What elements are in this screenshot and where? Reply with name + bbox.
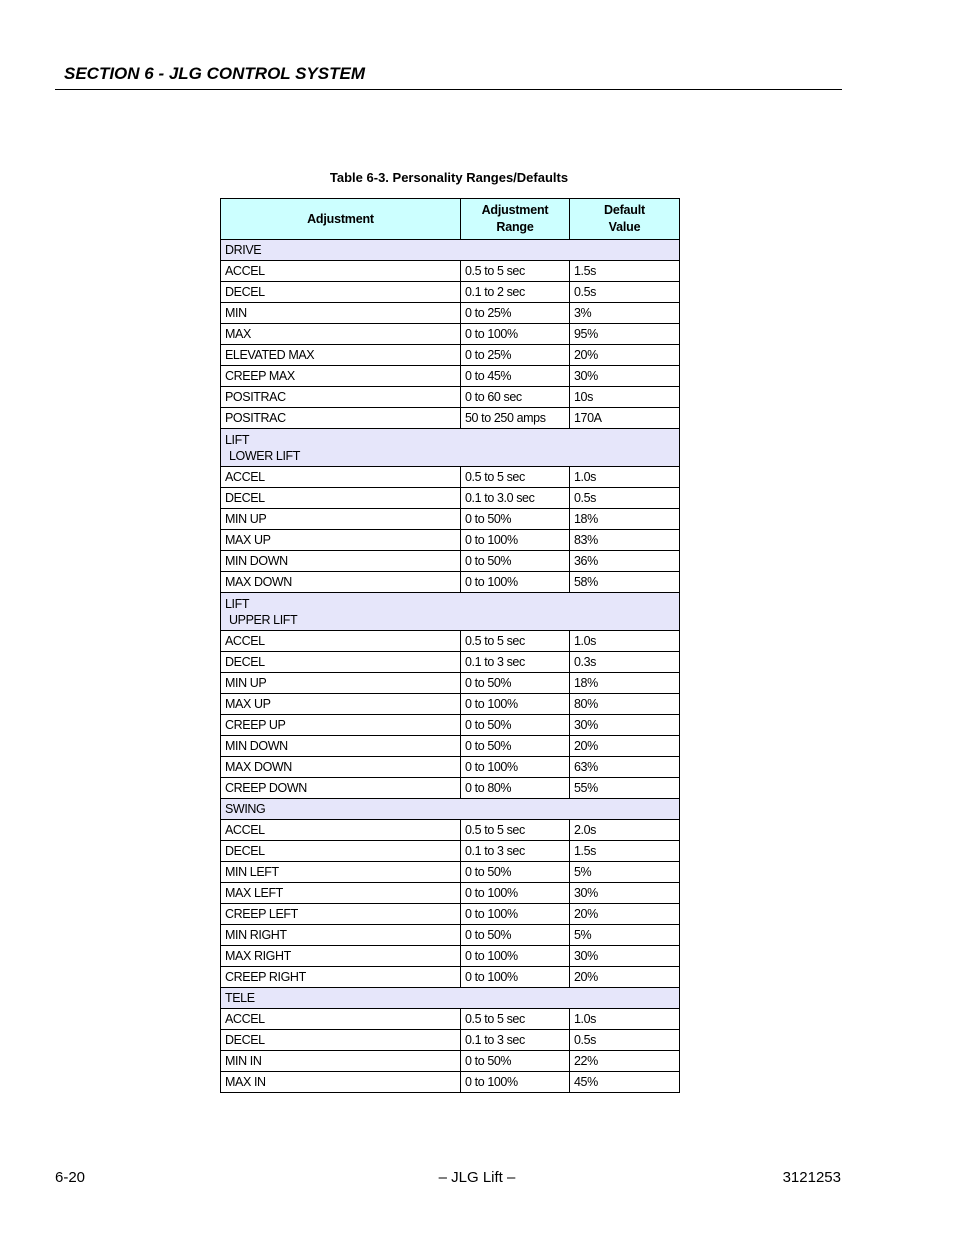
cell-adjustment: ACCEL bbox=[221, 820, 461, 841]
table-row bbox=[221, 551, 680, 572]
table-row bbox=[221, 841, 680, 862]
table-row bbox=[221, 261, 680, 282]
cell-range: 0 to 50% bbox=[461, 715, 570, 736]
cell-default: 0.3s bbox=[570, 652, 680, 673]
cell-adjustment: ACCEL bbox=[221, 467, 461, 488]
group-sublabel: LOWER LIFT bbox=[229, 448, 301, 463]
cell-default: 1.0s bbox=[570, 631, 680, 652]
cell-adjustment: ACCEL bbox=[221, 1009, 461, 1030]
table-row bbox=[221, 1051, 680, 1072]
cell-range: 0 to 45% bbox=[461, 366, 570, 387]
cell-default: 83% bbox=[570, 530, 680, 551]
cell-default: 20% bbox=[570, 345, 680, 366]
table-caption: Table 6-3. Personality Ranges/Defaults bbox=[329, 170, 569, 185]
cell-range: 0.5 to 5 sec bbox=[461, 467, 570, 488]
cell-adjustment: POSITRAC bbox=[221, 408, 461, 429]
table-row bbox=[221, 303, 680, 324]
column-header-adjustment: Adjustment bbox=[221, 199, 461, 240]
table-row bbox=[221, 715, 680, 736]
group-row bbox=[221, 799, 680, 820]
table-row bbox=[221, 925, 680, 946]
cell-adjustment: DECEL bbox=[221, 841, 461, 862]
table-row bbox=[221, 694, 680, 715]
cell-default: 55% bbox=[570, 778, 680, 799]
cell-default: 0.5s bbox=[570, 1030, 680, 1051]
personality-table bbox=[220, 198, 680, 1093]
cell-range: 0.5 to 5 sec bbox=[461, 261, 570, 282]
cell-adjustment: CREEP DOWN bbox=[221, 778, 461, 799]
cell-adjustment: CREEP LEFT bbox=[221, 904, 461, 925]
group-cell bbox=[221, 799, 680, 820]
column-header-default-line1: Default bbox=[604, 203, 645, 217]
table-row bbox=[221, 467, 680, 488]
cell-range: 0 to 50% bbox=[461, 551, 570, 572]
table-row bbox=[221, 488, 680, 509]
group-label: SWING bbox=[225, 802, 266, 816]
table-row bbox=[221, 408, 680, 429]
header-rule bbox=[55, 89, 842, 90]
cell-range: 0.5 to 5 sec bbox=[461, 1009, 570, 1030]
cell-default: 5% bbox=[570, 862, 680, 883]
cell-default: 2.0s bbox=[570, 820, 680, 841]
cell-default: 30% bbox=[570, 883, 680, 904]
cell-default: 45% bbox=[570, 1072, 680, 1093]
cell-adjustment: MIN DOWN bbox=[221, 736, 461, 757]
cell-default: 30% bbox=[570, 366, 680, 387]
cell-default: 30% bbox=[570, 715, 680, 736]
page-number: 6-20 bbox=[55, 1169, 86, 1186]
cell-range: 0 to 50% bbox=[461, 925, 570, 946]
group-cell bbox=[221, 593, 680, 631]
cell-default: 10s bbox=[570, 387, 680, 408]
table-row bbox=[221, 530, 680, 551]
cell-adjustment: CREEP UP bbox=[221, 715, 461, 736]
cell-adjustment: DECEL bbox=[221, 652, 461, 673]
cell-adjustment: MAX UP bbox=[221, 694, 461, 715]
cell-adjustment: MAX DOWN bbox=[221, 757, 461, 778]
table-row bbox=[221, 883, 680, 904]
group-cell bbox=[221, 429, 680, 467]
cell-range: 0 to 60 sec bbox=[461, 387, 570, 408]
cell-default: 18% bbox=[570, 673, 680, 694]
table-row bbox=[221, 1030, 680, 1051]
cell-adjustment: MAX LEFT bbox=[221, 883, 461, 904]
cell-default: 5% bbox=[570, 925, 680, 946]
cell-adjustment: CREEP MAX bbox=[221, 366, 461, 387]
cell-default: 80% bbox=[570, 694, 680, 715]
group-row bbox=[221, 593, 680, 631]
cell-adjustment: MIN IN bbox=[221, 1051, 461, 1072]
group-cell bbox=[221, 240, 680, 261]
cell-adjustment: MIN DOWN bbox=[221, 551, 461, 572]
cell-range: 0 to 50% bbox=[461, 736, 570, 757]
cell-range: 0.1 to 3 sec bbox=[461, 652, 570, 673]
cell-range: 0.5 to 5 sec bbox=[461, 631, 570, 652]
table-row bbox=[221, 366, 680, 387]
cell-default: 1.5s bbox=[570, 261, 680, 282]
cell-adjustment: MIN RIGHT bbox=[221, 925, 461, 946]
table-row bbox=[221, 1009, 680, 1030]
cell-range: 0 to 80% bbox=[461, 778, 570, 799]
group-label: LIFT bbox=[225, 432, 250, 447]
document-number: 3121253 bbox=[782, 1169, 841, 1186]
column-header-default-line2: Value bbox=[608, 220, 641, 234]
cell-adjustment: MAX UP bbox=[221, 530, 461, 551]
table-body bbox=[221, 240, 680, 1093]
cell-range: 0 to 100% bbox=[461, 757, 570, 778]
column-header-default bbox=[570, 199, 680, 240]
cell-default: 63% bbox=[570, 757, 680, 778]
cell-default: 1.0s bbox=[570, 467, 680, 488]
cell-range: 0.1 to 2 sec bbox=[461, 282, 570, 303]
cell-adjustment: MIN UP bbox=[221, 509, 461, 530]
cell-default: 1.5s bbox=[570, 841, 680, 862]
group-sublabel: UPPER LIFT bbox=[229, 612, 298, 627]
table-row bbox=[221, 652, 680, 673]
table-row bbox=[221, 862, 680, 883]
cell-range: 0.5 to 5 sec bbox=[461, 820, 570, 841]
cell-adjustment: MIN UP bbox=[221, 673, 461, 694]
cell-default: 95% bbox=[570, 324, 680, 345]
cell-adjustment: CREEP RIGHT bbox=[221, 967, 461, 988]
column-header-range-line1: Adjustment bbox=[481, 203, 549, 217]
group-cell bbox=[221, 988, 680, 1009]
table-row bbox=[221, 509, 680, 530]
group-label: DRIVE bbox=[225, 243, 262, 257]
table-row bbox=[221, 324, 680, 345]
group-label: LIFT bbox=[225, 596, 250, 611]
group-label: TELE bbox=[225, 991, 255, 1005]
cell-range: 0 to 100% bbox=[461, 946, 570, 967]
table-row bbox=[221, 778, 680, 799]
cell-range: 0 to 50% bbox=[461, 673, 570, 694]
cell-adjustment: MIN bbox=[221, 303, 461, 324]
table-row bbox=[221, 736, 680, 757]
table-row bbox=[221, 904, 680, 925]
cell-adjustment: MAX RIGHT bbox=[221, 946, 461, 967]
group-row bbox=[221, 240, 680, 261]
cell-default: 170A bbox=[570, 408, 680, 429]
cell-default: 58% bbox=[570, 572, 680, 593]
cell-default: 22% bbox=[570, 1051, 680, 1072]
cell-adjustment: MAX bbox=[221, 324, 461, 345]
section-title: SECTION 6 - JLG CONTROL SYSTEM bbox=[64, 64, 365, 83]
table-row bbox=[221, 673, 680, 694]
table-row bbox=[221, 387, 680, 408]
table-row bbox=[221, 631, 680, 652]
cell-range: 0 to 100% bbox=[461, 572, 570, 593]
cell-adjustment: DECEL bbox=[221, 1030, 461, 1051]
cell-default: 0.5s bbox=[570, 488, 680, 509]
cell-adjustment: MIN LEFT bbox=[221, 862, 461, 883]
cell-range: 0 to 50% bbox=[461, 1051, 570, 1072]
cell-range: 0 to 50% bbox=[461, 862, 570, 883]
cell-default: 3% bbox=[570, 303, 680, 324]
table-row bbox=[221, 345, 680, 366]
cell-range: 0 to 100% bbox=[461, 694, 570, 715]
group-row bbox=[221, 429, 680, 467]
column-header-range-line2: Range bbox=[496, 220, 534, 234]
group-row bbox=[221, 988, 680, 1009]
cell-range: 0 to 100% bbox=[461, 883, 570, 904]
table-row bbox=[221, 282, 680, 303]
cell-default: 0.5s bbox=[570, 282, 680, 303]
cell-default: 18% bbox=[570, 509, 680, 530]
cell-range: 0 to 25% bbox=[461, 303, 570, 324]
cell-range: 0 to 100% bbox=[461, 530, 570, 551]
cell-adjustment: MAX IN bbox=[221, 1072, 461, 1093]
table-row bbox=[221, 820, 680, 841]
cell-range: 50 to 250 amps bbox=[461, 408, 570, 429]
table-row bbox=[221, 1072, 680, 1093]
column-header-range bbox=[461, 199, 570, 240]
cell-adjustment: ACCEL bbox=[221, 631, 461, 652]
cell-default: 1.0s bbox=[570, 1009, 680, 1030]
cell-default: 30% bbox=[570, 946, 680, 967]
cell-range: 0 to 25% bbox=[461, 345, 570, 366]
cell-default: 36% bbox=[570, 551, 680, 572]
table-row bbox=[221, 967, 680, 988]
table-header-row bbox=[221, 199, 680, 240]
cell-adjustment: POSITRAC bbox=[221, 387, 461, 408]
cell-adjustment: DECEL bbox=[221, 488, 461, 509]
cell-range: 0 to 100% bbox=[461, 967, 570, 988]
table-row bbox=[221, 572, 680, 593]
cell-range: 0.1 to 3 sec bbox=[461, 1030, 570, 1051]
table-row bbox=[221, 946, 680, 967]
cell-adjustment: ACCEL bbox=[221, 261, 461, 282]
cell-default: 20% bbox=[570, 736, 680, 757]
table-row bbox=[221, 757, 680, 778]
cell-adjustment: DECEL bbox=[221, 282, 461, 303]
cell-default: 20% bbox=[570, 904, 680, 925]
cell-default: 20% bbox=[570, 967, 680, 988]
footer-center-text: – JLG Lift – bbox=[438, 1169, 516, 1186]
cell-range: 0 to 100% bbox=[461, 324, 570, 345]
cell-range: 0 to 100% bbox=[461, 1072, 570, 1093]
cell-range: 0.1 to 3 sec bbox=[461, 841, 570, 862]
cell-adjustment: ELEVATED MAX bbox=[221, 345, 461, 366]
cell-adjustment: MAX DOWN bbox=[221, 572, 461, 593]
cell-range: 0 to 100% bbox=[461, 904, 570, 925]
cell-range: 0 to 50% bbox=[461, 509, 570, 530]
cell-range: 0.1 to 3.0 sec bbox=[461, 488, 570, 509]
